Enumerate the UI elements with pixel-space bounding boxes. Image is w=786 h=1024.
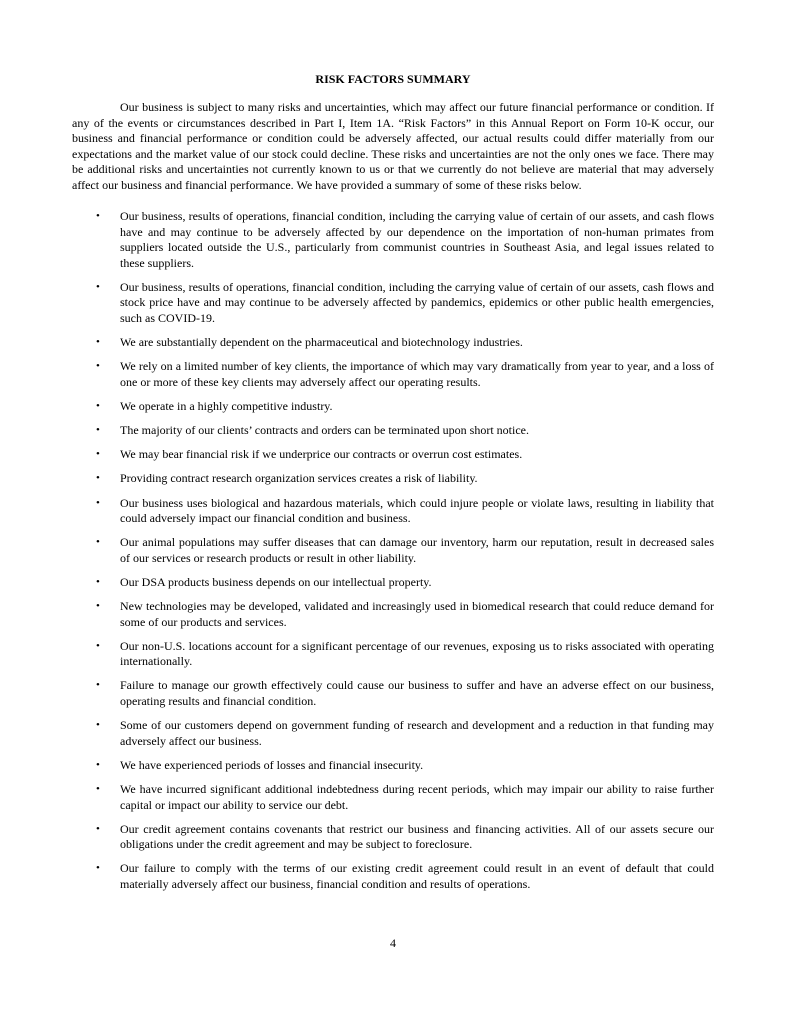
risk-item [72, 599, 714, 630]
risk-item [72, 471, 714, 487]
intro-paragraph: Our business is subject to many risks and uncertainties, which may affect our future financial performance or condition. If any of the events or circumstances described in Part I, Item 1A. “Risk Factors” in this Annual Report on Form 10-K occur, our business and financial performance or condition could be adversely affected, our actual results could differ materially from our expectations and the market value of our stock could decline. These risks and uncertainties are not the only ones we face. There may be additional risks and uncertainties not currently known to us or that we currently do not believe are material that may adversely affect our business and financial performance. We have provided a summary of some of these risks below. [72, 100, 714, 192]
bullet-icon: • [96, 280, 100, 293]
bullet-icon: • [96, 575, 100, 588]
risk-item [72, 335, 714, 351]
bullet-icon: • [96, 496, 100, 509]
risk-text: Our business, results of operations, financial condition, including the carrying value of certain of our assets, and cash flows have and may continue to be adversely affected by our dependence on the importation of non-human primates from suppliers located outside the U.S., particularly from communist countries in Southeast Asia, and legal issues related to these suppliers. [120, 209, 714, 270]
risk-text: Failure to manage our growth effectively could cause our business to suffer and have an adverse effect on our business, operating results and financial condition. [120, 678, 714, 708]
risk-text: We may bear financial risk if we underprice our contracts or overrun cost estimates. [120, 447, 523, 462]
bullet-icon: • [96, 360, 100, 373]
bullet-icon: • [96, 862, 100, 875]
risk-list [72, 209, 714, 892]
bullet-icon: • [96, 600, 100, 613]
risk-item [72, 280, 714, 327]
bullet-icon: • [96, 679, 100, 692]
bullet-icon: • [96, 719, 100, 732]
bullet-icon: • [96, 822, 100, 835]
risk-item [72, 782, 714, 813]
risk-text: Our business uses biological and hazardous materials, which could injure people or violate laws, resulting in liability that could adversely impact our financial condition and business. [120, 495, 714, 525]
risk-text: Our business, results of operations, financial condition, including the carrying value of certain of our assets, cash flows and stock price have and may continue to be adversely affected by pandemics, epidemics or other public health emergencies, such as COVID-19. [120, 279, 714, 325]
bullet-icon: • [96, 536, 100, 549]
risk-text: Our animal populations may suffer diseases that can damage our inventory, harm our reputation, result in decreased sales of our services or research products or result in other liability. [120, 535, 714, 565]
risk-item [72, 575, 714, 591]
risk-text: New technologies may be developed, validated and increasingly used in biomedical research that could reduce demand for some of our products and services. [120, 599, 714, 629]
page-number: 4 [390, 936, 396, 950]
risk-text: We rely on a limited number of key clients, the importance of which may vary dramatically from year to year, and a loss of one or more of these key clients may adversely affect our operating results. [120, 359, 714, 389]
risk-item [72, 639, 714, 670]
document-page [72, 72, 714, 901]
risk-text: The majority of our clients’ contracts and orders can be terminated upon short notice. [120, 422, 529, 437]
risk-item [72, 758, 714, 774]
risk-text: Some of our customers depend on government funding of research and development and a reduction in that funding may adversely affect our business. [120, 718, 714, 748]
risk-text: Our DSA products business depends on our intellectual property. [120, 574, 432, 589]
bullet-icon: • [96, 448, 100, 461]
bullet-icon: • [96, 639, 100, 652]
bullet-icon: • [96, 399, 100, 412]
risk-item [72, 209, 714, 271]
risk-text: We operate in a highly competitive industry. [120, 398, 333, 413]
risk-item [72, 822, 714, 853]
risk-text: We have experienced periods of losses and financial insecurity. [120, 757, 424, 772]
risk-text: Our credit agreement contains covenants that restrict our business and financing activities. All of our assets secure our obligations under the credit agreement and may be subject to foreclosure. [120, 821, 714, 852]
bullet-icon: • [96, 335, 100, 348]
risk-item [72, 535, 714, 566]
risk-item [72, 359, 714, 390]
risk-item [72, 718, 714, 749]
risk-item [72, 496, 714, 527]
risk-text: Our failure to comply with the terms of our existing credit agreement could result in an event of default that could materially adversely affect our business, financial condition and results of operations. [120, 861, 714, 891]
risk-text: We have incurred significant additional indebtedness during recent periods, which may impair our ability to raise further capital or impact our ability to service our debt. [120, 782, 714, 812]
risk-item [72, 423, 714, 439]
risk-item [72, 399, 714, 415]
bullet-icon: • [96, 210, 100, 222]
risk-item [72, 678, 714, 709]
risk-text: We are substantially dependent on the pharmaceutical and biotechnology industries. [120, 334, 523, 349]
bullet-icon: • [96, 758, 100, 771]
bullet-icon: • [96, 783, 100, 795]
risk-text: Providing contract research organization services creates a risk of liability. [120, 471, 478, 486]
risk-text: Our non-U.S. locations account for a significant percentage of our revenues, exposing us to risks associated with operating internationally. [120, 638, 714, 669]
risk-item [72, 861, 714, 892]
risk-item [72, 447, 714, 463]
section-title: RISK FACTORS SUMMARY [315, 72, 471, 86]
bullet-icon: • [96, 423, 100, 436]
bullet-icon: • [96, 472, 100, 485]
